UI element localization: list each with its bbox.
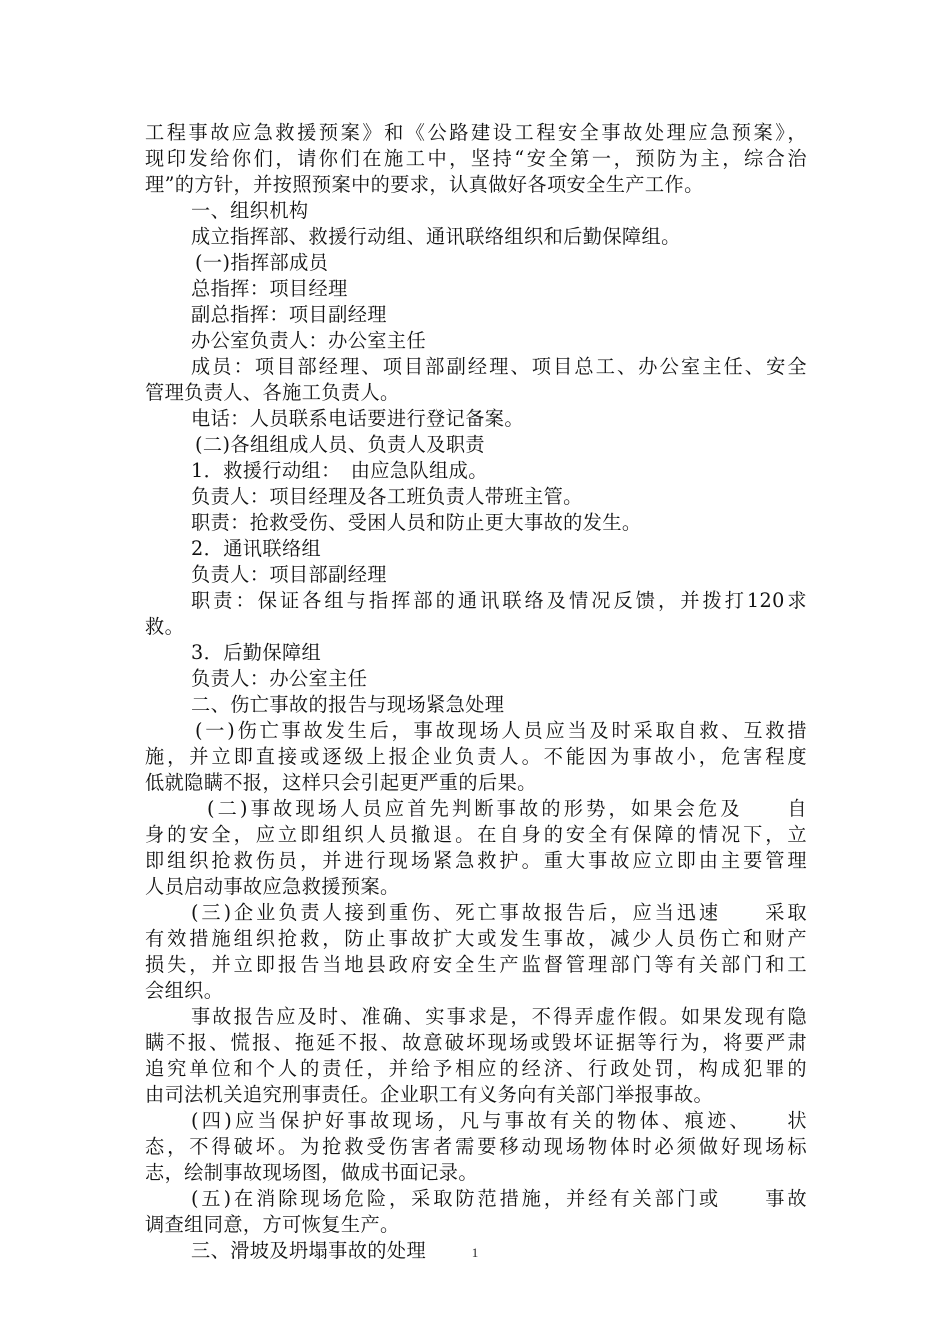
paragraph-line: 瞒不报、慌报、拖延不报、故意破坏现场或毁坏证据等行为，将要严肃 bbox=[145, 1031, 807, 1054]
paragraph-line: 现印发给你们，请你们在施工中，坚持“安全第一，预防为主，综合治 bbox=[145, 147, 807, 170]
paragraph-line: 低就隐瞒不报，这样只会引起更严重的后果。 bbox=[145, 771, 537, 794]
paragraph-line: (三)企业负责人接到重伤、死亡事故报告后，应当迅速 采取 bbox=[191, 901, 807, 924]
paragraph-line: (二)事故现场人员应首先判断事故的形势，如果会危及 自 bbox=[207, 797, 807, 820]
subsection-heading: (二)各组组成人员、负责人及职责 bbox=[195, 433, 485, 456]
paragraph-line: 成员：项目部经理、项目部副经理、项目总工、办公室主任、安全 bbox=[191, 355, 807, 378]
paragraph-line: 调查组同意，方可恢复生产。 bbox=[145, 1213, 400, 1236]
paragraph-line: 理”的方针，并按照预案中的要求，认真做好各项安全生产工作。 bbox=[145, 173, 704, 196]
page-number: 1 bbox=[471, 1245, 479, 1260]
paragraph-line: (一)伤亡事故发生后，事故现场人员应当及时采取自救、互救措 bbox=[195, 719, 807, 742]
paragraph-line: 救。 bbox=[145, 615, 185, 638]
paragraph-line: 负责人：项目部副经理 bbox=[191, 563, 387, 586]
document-body bbox=[145, 120, 807, 1264]
paragraph-line: 3．后勤保障组 bbox=[191, 641, 322, 664]
section-heading: 三、滑坡及坍塌事故的处理 bbox=[191, 1239, 427, 1262]
paragraph-line: 负责人：办公室主任 bbox=[191, 667, 368, 690]
paragraph-line: 由司法机关追究刑事责任。企业职工有义务向有关部门举报事故。 bbox=[145, 1083, 714, 1106]
paragraph-line: 管理负责人、各施工负责人。 bbox=[145, 381, 400, 404]
paragraph-line: (五)在消除现场危险，采取防范措施，并经有关部门或 事故 bbox=[191, 1187, 807, 1210]
paragraph-line: 职责：抢救受伤、受困人员和防止更大事故的发生。 bbox=[191, 511, 642, 534]
paragraph-line: (四)应当保护好事故现场，凡与事故有关的物体、痕迹、 状 bbox=[191, 1109, 807, 1132]
paragraph-line: 总指挥：项目经理 bbox=[191, 277, 348, 300]
paragraph-line: 副总指挥：项目副经理 bbox=[191, 303, 387, 326]
paragraph-line: 施，并立即直接或逐级上报企业负责人。不能因为事故小，危害程度 bbox=[145, 745, 807, 768]
paragraph-line: 办公室负责人：办公室主任 bbox=[191, 329, 427, 352]
subsection-heading: (一)指挥部成员 bbox=[195, 251, 329, 274]
section-heading: 一、组织机构 bbox=[191, 199, 309, 222]
paragraph-line: 2．通讯联络组 bbox=[191, 537, 322, 560]
paragraph-line: 会组织。 bbox=[145, 979, 224, 1002]
section-heading: 二、伤亡事故的报告与现场紧急处理 bbox=[191, 693, 505, 716]
paragraph-line: 有效措施组织抢救，防止事故扩大或发生事故，减少人员伤亡和财产 bbox=[145, 927, 807, 950]
paragraph-line: 成立指挥部、救援行动组、通讯联络组织和后勤保障组。 bbox=[191, 225, 681, 248]
paragraph-line: 职责：保证各组与指挥部的通讯联络及情况反馈，并拨打120求 bbox=[191, 589, 807, 612]
paragraph-line: 即组织抢救伤员，并进行现场紧急救护。重大事故应立即由主要管理 bbox=[145, 849, 807, 872]
paragraph-line: 人员启动事故应急救援预案。 bbox=[145, 875, 400, 898]
paragraph-line: 态，不得破坏。为抢救受伤害者需要移动现场物体时必须做好现场标 bbox=[145, 1135, 807, 1158]
paragraph-line: 损失，并立即报告当地县政府安全生产监督管理部门等有关部门和工 bbox=[145, 953, 807, 976]
paragraph-line: 事故报告应及时、准确、实事求是，不得弄虚作假。如果发现有隐 bbox=[191, 1005, 807, 1028]
paragraph-line: 电话：人员联系电话要进行登记备案。 bbox=[191, 407, 524, 430]
paragraph-line: 身的安全，应立即组织人员撤退。在自身的安全有保障的情况下，立 bbox=[145, 823, 807, 846]
paragraph-line: 工程事故应急救援预案》和《公路建设工程安全事故处理应急预案》， bbox=[145, 121, 807, 144]
paragraph-line: 追究单位和个人的责任，并给予相应的经济、行政处罚，构成犯罪的 bbox=[145, 1057, 807, 1080]
paragraph-line: 负责人：项目经理及各工班负责人带班主管。 bbox=[191, 485, 583, 508]
paragraph-line: 志，绘制事故现场图，做成书面记录。 bbox=[145, 1161, 478, 1184]
paragraph-line: 1．救援行动组： 由应急队组成。 bbox=[191, 459, 488, 482]
